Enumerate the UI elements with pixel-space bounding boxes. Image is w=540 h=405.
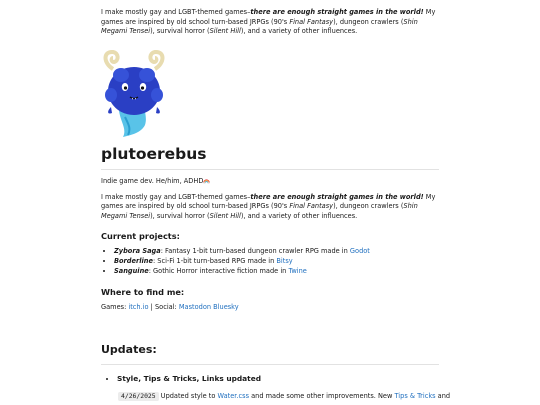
mastodon-link[interactable]: Mastodon [178,302,212,311]
content-column [101,8,451,401]
intro-paragraph-top: I make mostly gay and LGBT-themed games–there are enough straight games in the world! My games are inspired by old school turn-based JRPGs (90's Final Fantasy), dungeon crawlers (Shin Megami Tensei), survival horror (Silent Hill), and a variety of other influences. [101,8,436,36]
project-item: • Borderline: Sci-Fi 1-bit turn-based RPG made in Bitsy [114,257,439,267]
godot-link[interactable]: Godot [349,247,370,256]
social-links-line: Games: itch.io | Social: Mastodon Bluesky [101,302,239,311]
update-entry: 4/26/2025 Updated style to Water.css and made some other improvements. New Tips & Tricks and [101,392,439,402]
update-item-title: • Style, Tips & Tricks, Links updated [117,374,439,385]
bluesky-link[interactable]: Bluesky [213,302,239,311]
project-item: • Sanguine: Gothic Horror interactive fiction made in Twine [114,267,439,277]
avatar-image [101,49,167,139]
project-item: • Zybora Saga: Fantasy 1-bit turn-based dungeon crawler RPG made in Godot [114,247,439,257]
profile-name: plutoerebus [101,145,439,170]
projects-heading: Current projects: [101,231,180,242]
projects-list [101,247,439,277]
itch-link[interactable]: itch.io [128,302,149,311]
bitsy-link[interactable]: Bitsy [276,256,293,265]
intro-paragraph: I make mostly gay and LGBT-themed games–there are enough straight games in the world! My games are inspired by old school turn-based JRPGs (90's Final Fantasy), dungeon crawlers (Shin Megami Tensei), survival horror (Silent Hill), and a variety of other influences. [101,192,436,220]
tips-tricks-link[interactable]: Tips & Tricks [394,391,436,400]
updates-heading: Updates: [101,342,439,365]
twine-link[interactable]: Twine [288,266,307,275]
updates-list [101,374,439,385]
where-heading: Where to find me: [101,286,185,297]
profile-tagline: Indie game dev. He/him, ADHD [101,177,439,187]
update-date: 4/26/2025 [118,392,159,401]
watercss-link[interactable]: Water.css [217,391,250,400]
rainbow-emoji-icon [203,177,210,184]
